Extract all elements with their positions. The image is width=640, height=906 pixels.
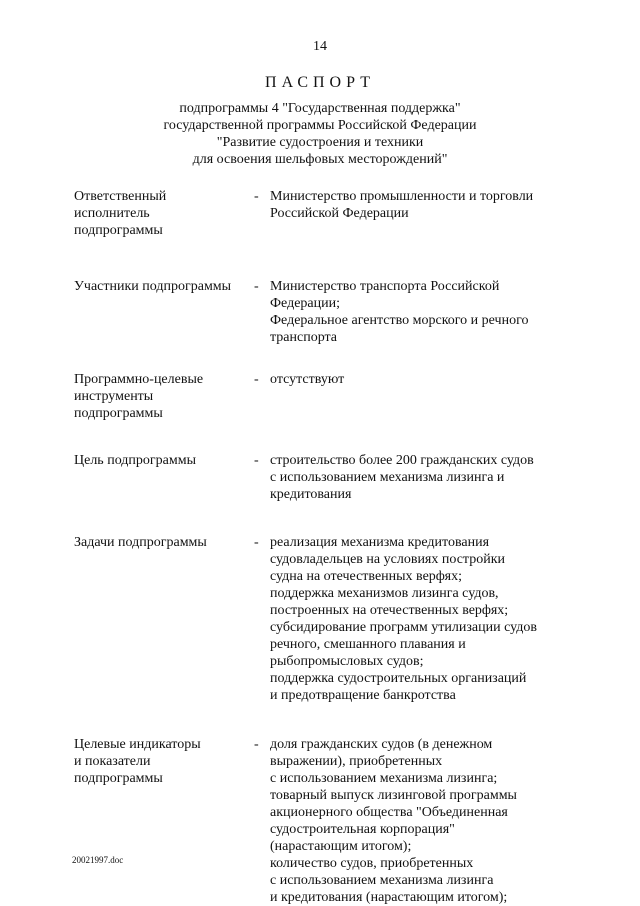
subtitle-line: подпрограммы 4 "Государственная поддержка" (179, 101, 461, 116)
row-value-line: судовладельцев на условиях постройки (270, 552, 505, 567)
row-dash: - (254, 279, 259, 294)
document-subtitle (0, 100, 640, 168)
passport-row (74, 736, 574, 906)
row-value-line: (нарастающим итогом); (270, 839, 412, 854)
row-label-line: инструменты (74, 389, 154, 404)
row-value-line: построенных на отечественных верфях; (270, 603, 509, 618)
row-label-line: Задачи подпрограммы (74, 535, 207, 550)
row-label-line: и показатели (74, 754, 151, 769)
row-dash: - (254, 453, 259, 468)
row-value-line: речного, смешанного плавания и (270, 637, 466, 652)
row-value (270, 736, 574, 906)
row-value-line: транспорта (270, 330, 338, 345)
row-label (74, 736, 254, 787)
row-value-line: Российской Федерации (270, 206, 409, 221)
subtitle-line: "Развитие судостроения и техники (216, 135, 424, 150)
row-label (74, 534, 254, 551)
row-value-line: Федерации; (270, 296, 341, 311)
row-dash: - (254, 535, 259, 550)
row-value-line: с использованием механизма лизинга (270, 873, 494, 888)
row-dash: - (254, 189, 259, 204)
passport-row (74, 534, 574, 704)
passport-row (74, 371, 574, 422)
passport-table (74, 188, 574, 906)
row-label-line: Ответственный (74, 189, 167, 204)
row-value-line: акционерного общества "Объединенная (270, 805, 508, 820)
row-value-line: поддержка механизмов лизинга судов, (270, 586, 499, 601)
passport-row (74, 278, 574, 346)
row-value-line: с использованием механизма лизинга; (270, 771, 498, 786)
row-dash: - (254, 737, 259, 752)
row-value-line: судостроительная корпорация" (270, 822, 455, 837)
row-value (270, 534, 574, 704)
file-code: 20021997.doc (72, 855, 124, 865)
row-value-line: судна на отечественных верфях; (270, 569, 463, 584)
row-value-line: товарный выпуск лизинговой программы (270, 788, 517, 803)
row-value-line: количество судов, приобретенных (270, 856, 474, 871)
document-title: ПАСПОРТ (265, 74, 375, 91)
row-value (270, 188, 574, 222)
row-label-line: подпрограммы (74, 406, 163, 421)
row-value-line: строительство более 200 гражданских судов (270, 453, 534, 468)
passport-row (74, 188, 574, 239)
row-value-line: субсидирование программ утилизации судов (270, 620, 537, 635)
row-value-line: реализация механизма кредитования (270, 535, 490, 550)
row-value-line: и кредитования (нарастающим итогом); (270, 890, 508, 905)
row-value-line: доля гражданских судов (в денежном (270, 737, 493, 752)
row-label (74, 188, 254, 239)
row-value (270, 452, 574, 503)
row-value-line: поддержка судостроительных организаций (270, 671, 527, 686)
row-label-line: подпрограммы (74, 771, 163, 786)
row-value-line: с использованием механизма лизинга и (270, 470, 505, 485)
row-value (270, 278, 574, 346)
row-label-line: Целевые индикаторы (74, 737, 201, 752)
row-label (74, 371, 254, 422)
row-label-line: Цель подпрограммы (74, 453, 196, 468)
row-value (270, 371, 574, 388)
row-value-line: рыбопромысловых судов; (270, 654, 424, 669)
subtitle-line: для освоения шельфовых месторождений" (192, 152, 448, 167)
row-label-line: подпрограммы (74, 223, 163, 238)
row-label-line: Программно-целевые (74, 372, 204, 387)
row-value-line: Министерство транспорта Российской (270, 279, 500, 294)
row-label (74, 452, 254, 469)
row-value-line: отсутствуют (270, 372, 345, 387)
row-value-line: Министерство промышленности и торговли (270, 189, 534, 204)
row-label (74, 278, 254, 295)
row-dash: - (254, 372, 259, 387)
row-value-line: Федеральное агентство морского и речного (270, 313, 529, 328)
row-value-line: выражении), приобретенных (270, 754, 443, 769)
row-value-line: кредитования (270, 487, 352, 502)
row-label-line: Участники подпрограммы (74, 279, 232, 294)
row-value-line: и предотвращение банкротства (270, 688, 456, 703)
row-label-line: исполнитель (74, 206, 150, 221)
passport-row (74, 452, 574, 503)
page-number: 14 (313, 39, 327, 54)
subtitle-line: государственной программы Российской Федерации (163, 118, 477, 133)
